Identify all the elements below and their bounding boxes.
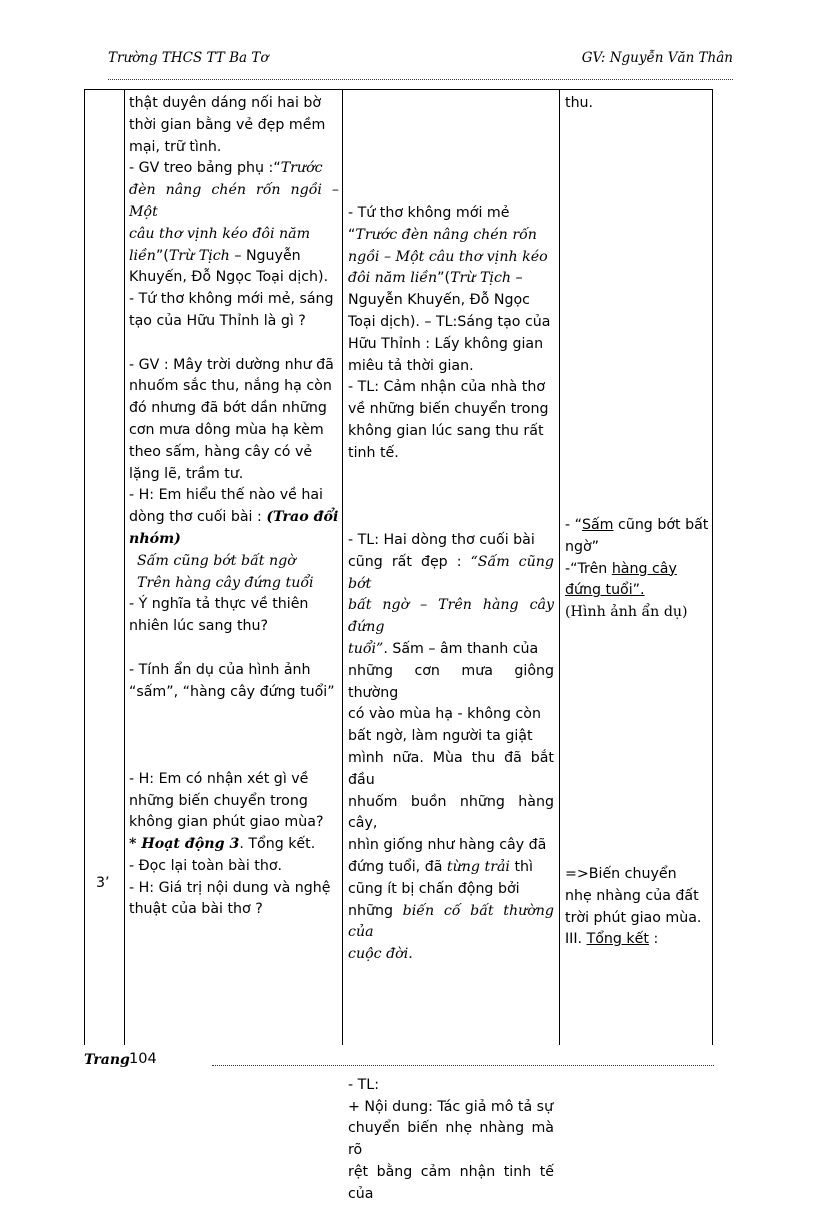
quote-span: đôi năm liền	[348, 270, 438, 287]
text-line: mình nữa. Mùa thu đã bắt đầu	[348, 749, 554, 788]
emphasis-span: từng trải	[446, 858, 510, 875]
teacher-activity-column	[129, 93, 339, 921]
column-divider-2	[342, 89, 343, 1045]
teacher-name: GV: Nguyễn Văn Thân	[581, 50, 733, 66]
question-line: không gian phút giao mùa?	[129, 814, 324, 831]
quote-span: Trước	[280, 160, 323, 177]
text-span: cũng bớt bất	[613, 517, 709, 533]
spacer	[129, 333, 339, 355]
spacer	[348, 1009, 554, 1031]
text-line	[129, 158, 339, 180]
text-span: - GV treo bảng phụ :“	[129, 160, 281, 177]
quote-line: ngồi – Một câu thơ vịnh kéo	[348, 248, 548, 265]
text-line: cơn mưa dông mùa hạ kèm	[129, 421, 324, 438]
spacer	[348, 1031, 554, 1053]
text-line: có vào mùa hạ - không còn	[348, 706, 541, 723]
question-line: - Tứ thơ không mới mẻ, sáng	[129, 291, 334, 308]
text-line: thật duyên dáng nối hai bờ	[129, 95, 322, 111]
text-line: - Tứ thơ không mới mẻ	[348, 205, 510, 221]
spacer	[348, 508, 554, 530]
question-line: - H: Em có nhận xét gì về	[129, 770, 309, 787]
text-line	[348, 857, 554, 879]
question-line: - Tính ẩn dụ của hình ảnh	[129, 661, 311, 678]
text-line: lặng lẽ, trầm tư.	[129, 465, 244, 482]
content-column	[565, 93, 709, 115]
text-line: mại, trữ tình.	[129, 138, 222, 155]
text-line: đó nhưng đã bớt dần những	[129, 400, 327, 417]
table-border-left	[84, 89, 85, 1045]
poem-line: Sấm cũng bớt bất ngờ	[137, 552, 296, 569]
text-span: ”(	[155, 247, 169, 264]
time-cell	[96, 873, 126, 895]
spacer	[129, 638, 339, 660]
underlined-span: hàng cây	[611, 560, 677, 577]
poem-line: Trên hàng cây đứng tuổi	[137, 574, 314, 591]
text-line	[565, 559, 709, 581]
question-line: nhiên lúc sang thu?	[129, 618, 269, 635]
page-number: 104	[129, 1051, 157, 1067]
text-line: theo sấm, hàng cây có vẻ	[129, 443, 313, 460]
text-line: - TL: Hai dòng thơ cuối bài	[348, 531, 535, 548]
quote-span: Trước đèn nâng chén rốn	[355, 226, 537, 243]
text-line: cũng ít bị chấn động bởi	[348, 880, 520, 897]
text-line	[348, 268, 554, 290]
text-line: - TL:	[348, 1076, 379, 1093]
text-line: thu.	[565, 95, 594, 111]
text-line	[348, 639, 554, 661]
text-line: + Nội dung: Tác giả mô tả sự	[348, 1098, 554, 1115]
emphasis-span: biến cố bất thường của	[348, 902, 555, 941]
title-span: Trừ Tịch	[168, 247, 230, 264]
column-divider-1	[124, 89, 125, 1045]
question-line: thuật của bài thơ ?	[129, 901, 263, 918]
group-note: (Trao đổi	[266, 509, 339, 526]
text-line: những cơn mưa giông thường	[348, 662, 554, 701]
text-line: Khuyến, Đỗ Ngọc Toại dịch).	[129, 269, 329, 286]
text-line: không gian lúc sang thu rất	[348, 422, 544, 439]
footer-dotted-line	[212, 1065, 714, 1066]
text-line: chuyển biến nhẹ nhàng mà rõ	[348, 1120, 554, 1159]
text-line: Toại dịch). – TL:Sáng tạo của	[348, 313, 551, 330]
text-span: :	[648, 931, 659, 948]
quote-line: câu thơ vịnh kéo đôi năm	[129, 225, 311, 242]
text-line	[348, 225, 554, 247]
quote-line: bất ngờ – Trên hàng cây đứng	[348, 597, 554, 636]
text-line: tinh tế.	[348, 444, 399, 461]
time-marker: 3’	[96, 875, 110, 891]
text-span: những	[348, 902, 403, 919]
section-heading	[565, 929, 709, 951]
question-line: những biến chuyển trong	[129, 792, 308, 809]
text-line: thời gian bằng vẻ đẹp mềm	[129, 116, 326, 133]
activity-title: * Hoạt động 3	[129, 836, 240, 853]
spacer	[348, 988, 554, 1010]
text-span: đứng tuổi, đã	[348, 858, 447, 875]
text-line: - Đọc lại toàn bài thơ.	[129, 857, 283, 874]
text-span: – Nguyễn	[229, 247, 301, 264]
content-column-notes	[565, 515, 709, 624]
quote-span: “Sấm cũng bớt	[348, 553, 554, 592]
text-line: bất ngờ, làm người ta giật	[348, 728, 533, 745]
quote-line: đèn nâng chén rốn ngồi – Một	[129, 182, 339, 220]
spacer	[348, 966, 554, 988]
text-span: thì	[509, 858, 533, 875]
column-divider-3	[559, 89, 560, 1045]
question-line: - H: Em hiểu thế nào về hai	[129, 487, 323, 504]
text-line: nhuốm sắc thu, nắng hạ còn	[129, 378, 332, 395]
text-span: ”(	[437, 270, 451, 287]
text-span: cũng rất đẹp :	[348, 553, 471, 570]
spacer	[129, 703, 339, 725]
page-header	[108, 50, 733, 72]
text-span: . Tổng kết.	[239, 836, 316, 853]
text-line: về những biến chuyển trong	[348, 401, 549, 418]
table-border-top	[84, 89, 713, 90]
text-line: - GV : Mây trời dường như đã	[129, 356, 334, 373]
emphasis-line: cuộc đời.	[348, 946, 413, 963]
question-line: - Ý nghĩa tả thực về thiên	[129, 596, 309, 613]
school-name: Trường THCS TT Ba Tơ	[108, 50, 269, 66]
spacer	[129, 725, 339, 747]
text-span: dòng thơ cuối bài :	[129, 509, 267, 526]
question-line: - H: Giá trị nội dung và nghệ	[129, 879, 331, 896]
title-span: Trừ Tịch	[450, 270, 512, 287]
spacer	[348, 486, 554, 508]
spacer	[348, 465, 554, 487]
text-line: rệt bằng cảm nhận tinh tế của	[348, 1164, 554, 1202]
content-column-summary	[565, 864, 709, 951]
text-line: (Hình ảnh ẩn dụ)	[565, 604, 688, 621]
text-line: trời phút giao mùa.	[565, 909, 702, 926]
text-span: - “	[565, 517, 582, 533]
text-line	[348, 901, 554, 945]
text-line	[129, 246, 339, 268]
text-span: -“Trên	[565, 560, 612, 577]
activity-heading	[129, 834, 339, 856]
question-line: “sấm”, “hàng cây đứng tuổi”	[129, 683, 335, 700]
spacer	[129, 747, 339, 769]
text-span: –	[511, 270, 523, 287]
text-line	[565, 515, 709, 537]
group-note: nhóm)	[129, 530, 181, 547]
underlined-span: Tổng kết	[586, 931, 649, 948]
question-line: tạo của Hữu Thỉnh là gì ?	[129, 312, 306, 329]
underlined-span: Sấm	[581, 517, 614, 533]
text-line: - TL: Cảm nhận của nhà thơ	[348, 379, 546, 396]
quote-span: liền	[129, 247, 156, 264]
underlined-line: đứng tuổi”.	[565, 582, 645, 599]
text-line: Nguyễn Khuyến, Đỗ Ngọc	[348, 292, 530, 309]
table-border-right	[712, 89, 713, 1045]
text-line: nhìn giống như hàng cây đã	[348, 837, 547, 854]
text-line: Hữu Thỉnh : Lấy không gian	[348, 335, 544, 352]
text-line: =>Biến chuyển	[565, 866, 677, 882]
text-line: nhẹ nhàng của đất	[565, 887, 699, 904]
text-span: III.	[565, 931, 587, 948]
question-line	[129, 507, 339, 529]
quote-span: tuổi”	[348, 640, 384, 657]
page-label: Trang	[84, 1052, 130, 1068]
text-line: nhuốm buồn những hàng cây,	[348, 793, 554, 832]
text-span: “	[348, 226, 356, 243]
text-line: ngờ”	[565, 538, 600, 555]
text-line	[348, 552, 554, 596]
text-span: . Sấm – âm thanh của	[383, 640, 539, 657]
header-divider	[108, 79, 733, 80]
page-footer	[84, 1052, 714, 1076]
text-line: miêu tả thời gian.	[348, 357, 474, 374]
